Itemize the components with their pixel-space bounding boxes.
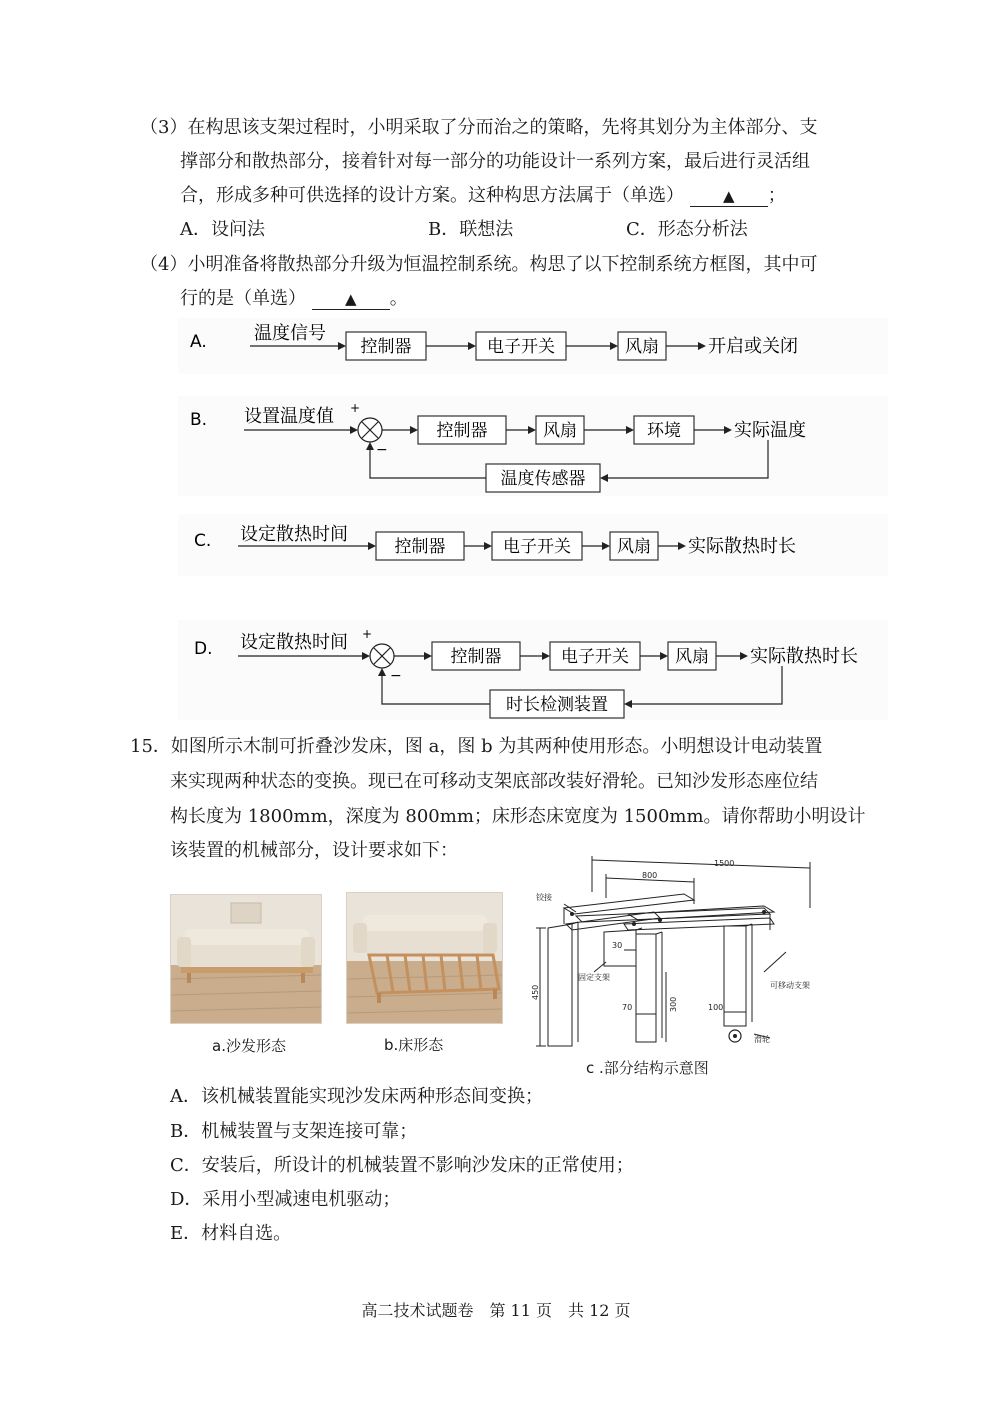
sofa-form-photo — [170, 894, 322, 1024]
diagram-b-comparator — [358, 418, 382, 442]
dim-1500: 1500 — [714, 859, 735, 868]
diagram-a-input: 温度信号 — [254, 323, 326, 344]
diagram-d-label: D. — [194, 639, 213, 659]
diagram-b-label: B. — [190, 410, 208, 430]
requirement-b: B．机械装置与支架连接可靠； — [170, 1121, 418, 1142]
q15-line-3: 构长度为 1800mm，深度为 800mm；床形态床宽度为 1500mm。请你帮助小明设计 — [170, 806, 866, 827]
caption-c: c .部分结构示意图 — [586, 1059, 709, 1077]
q3-line-2: 撑部分和散热部分，接着针对每一部分的功能设计一系列方案，最后进行灵活组 — [180, 151, 810, 172]
diagram-b-input: 设置温度值 — [244, 406, 334, 427]
requirement-a: A．该机械装置能实现沙发床两种形态间变换； — [170, 1086, 543, 1107]
diagram-c-input: 设定散热时间 — [240, 524, 348, 545]
bed-form-photo — [346, 892, 503, 1024]
q4-answer-blank[interactable]: ▲ — [312, 289, 390, 310]
q15-line-2: 来实现两种状态的变换。现已在可移动支架底部改装好滑轮。已知沙发形态座位结 — [170, 771, 818, 792]
page-footer: 高二技术试题卷 第 11 页 共 12 页 — [361, 1301, 631, 1320]
diagram-c-block-3-text: 风扇 — [617, 537, 651, 557]
diagram-d-block-1-text: 控制器 — [450, 647, 502, 667]
q4-line-1: （4）小明准备将散热部分升级为恒温控制系统。构思了以下控制系统方框图，其中可 — [140, 254, 818, 275]
q3-option-b: B．联想法 — [428, 219, 514, 240]
caption-b: b.床形态 — [384, 1036, 444, 1054]
diagram-b — [178, 396, 888, 496]
q4-line-2 — [180, 287, 408, 311]
diagram-b-output: 实际温度 — [734, 420, 806, 441]
diagram-b-minus: − — [376, 442, 388, 458]
q3-line-1: （3）在构思该支架过程时，小明采取了分而治之的策略，先将其划分为主体部分、支 — [140, 117, 818, 138]
diagram-a-output: 开启或关闭 — [708, 336, 798, 357]
q3-option-a: A．设问法 — [180, 219, 265, 240]
structure-schematic — [524, 852, 836, 1052]
diagram-d-block-2-text: 电子开关 — [561, 647, 629, 667]
q4-line-2-text: 行的是（单选） — [180, 288, 306, 309]
diagram-b-plus: + — [350, 401, 361, 415]
diagram-d-plus: + — [362, 627, 373, 641]
q15-line-1: 15．如图所示木制可折叠沙发床，图 a，图 b 为其两种使用形态。小明想设计电动装置 — [130, 736, 823, 757]
q3-tail: ； — [767, 185, 786, 206]
diagram-a — [178, 318, 888, 374]
diagram-d-output: 实际散热时长 — [750, 646, 858, 667]
q3-option-c: C．形态分析法 — [626, 219, 748, 240]
diagram-c-output: 实际散热时长 — [688, 536, 796, 557]
diagram-d-input: 设定散热时间 — [240, 632, 348, 653]
label-hinge: 铰接 — [536, 893, 552, 902]
q3-answer-blank[interactable]: ▲ — [690, 186, 768, 207]
q15-line-4: 该装置的机械部分，设计要求如下： — [170, 840, 458, 861]
q3-line-3-text: 合，形成多种可供选择的设计方案。这种构思方法属于（单选） — [180, 185, 684, 206]
diagram-d-block-3-text: 风扇 — [675, 647, 709, 667]
dim-450: 450 — [531, 984, 540, 1000]
requirement-e: E．材料自选。 — [170, 1223, 292, 1244]
diagram-d-comparator — [370, 644, 394, 668]
dim-30: 30 — [612, 941, 623, 950]
diagram-b-block-3-text: 环境 — [647, 421, 681, 441]
diagram-b-block-2-text: 风扇 — [543, 421, 577, 441]
diagram-a-block-3-text: 风扇 — [625, 337, 659, 357]
dim-300: 300 — [669, 996, 678, 1012]
dim-70: 70 — [622, 1003, 633, 1012]
label-movable-bracket: 可移动支架 — [770, 981, 810, 990]
q3-line-3 — [180, 184, 786, 208]
requirement-d: D．采用小型减速电机驱动； — [170, 1189, 401, 1210]
diagram-d — [178, 620, 888, 720]
dim-100: 100 — [708, 1003, 724, 1012]
diagram-d-feedback-text: 时长检测装置 — [506, 695, 608, 715]
requirement-c: C．安装后，所设计的机械装置不影响沙发床的正常使用； — [170, 1155, 634, 1176]
diagram-a-block-2-text: 电子开关 — [487, 337, 555, 357]
caption-a: a.沙发形态 — [212, 1037, 286, 1055]
diagram-c-label: C. — [194, 531, 212, 551]
diagram-c-block-2-text: 电子开关 — [503, 537, 571, 557]
diagram-d-minus: − — [390, 668, 402, 684]
label-pulley: 滑轮 — [754, 1035, 770, 1044]
label-fixed-bracket: 固定支架 — [578, 973, 610, 982]
q4-tail: 。 — [389, 288, 408, 309]
diagram-c — [178, 514, 888, 576]
diagram-a-block-1-text: 控制器 — [360, 337, 412, 357]
diagram-b-feedback-text: 温度传感器 — [500, 469, 586, 489]
diagram-c-block-1-text: 控制器 — [394, 537, 446, 557]
diagram-a-label: A. — [190, 332, 207, 352]
diagram-b-block-1-text: 控制器 — [436, 421, 488, 441]
dim-800: 800 — [642, 871, 658, 880]
